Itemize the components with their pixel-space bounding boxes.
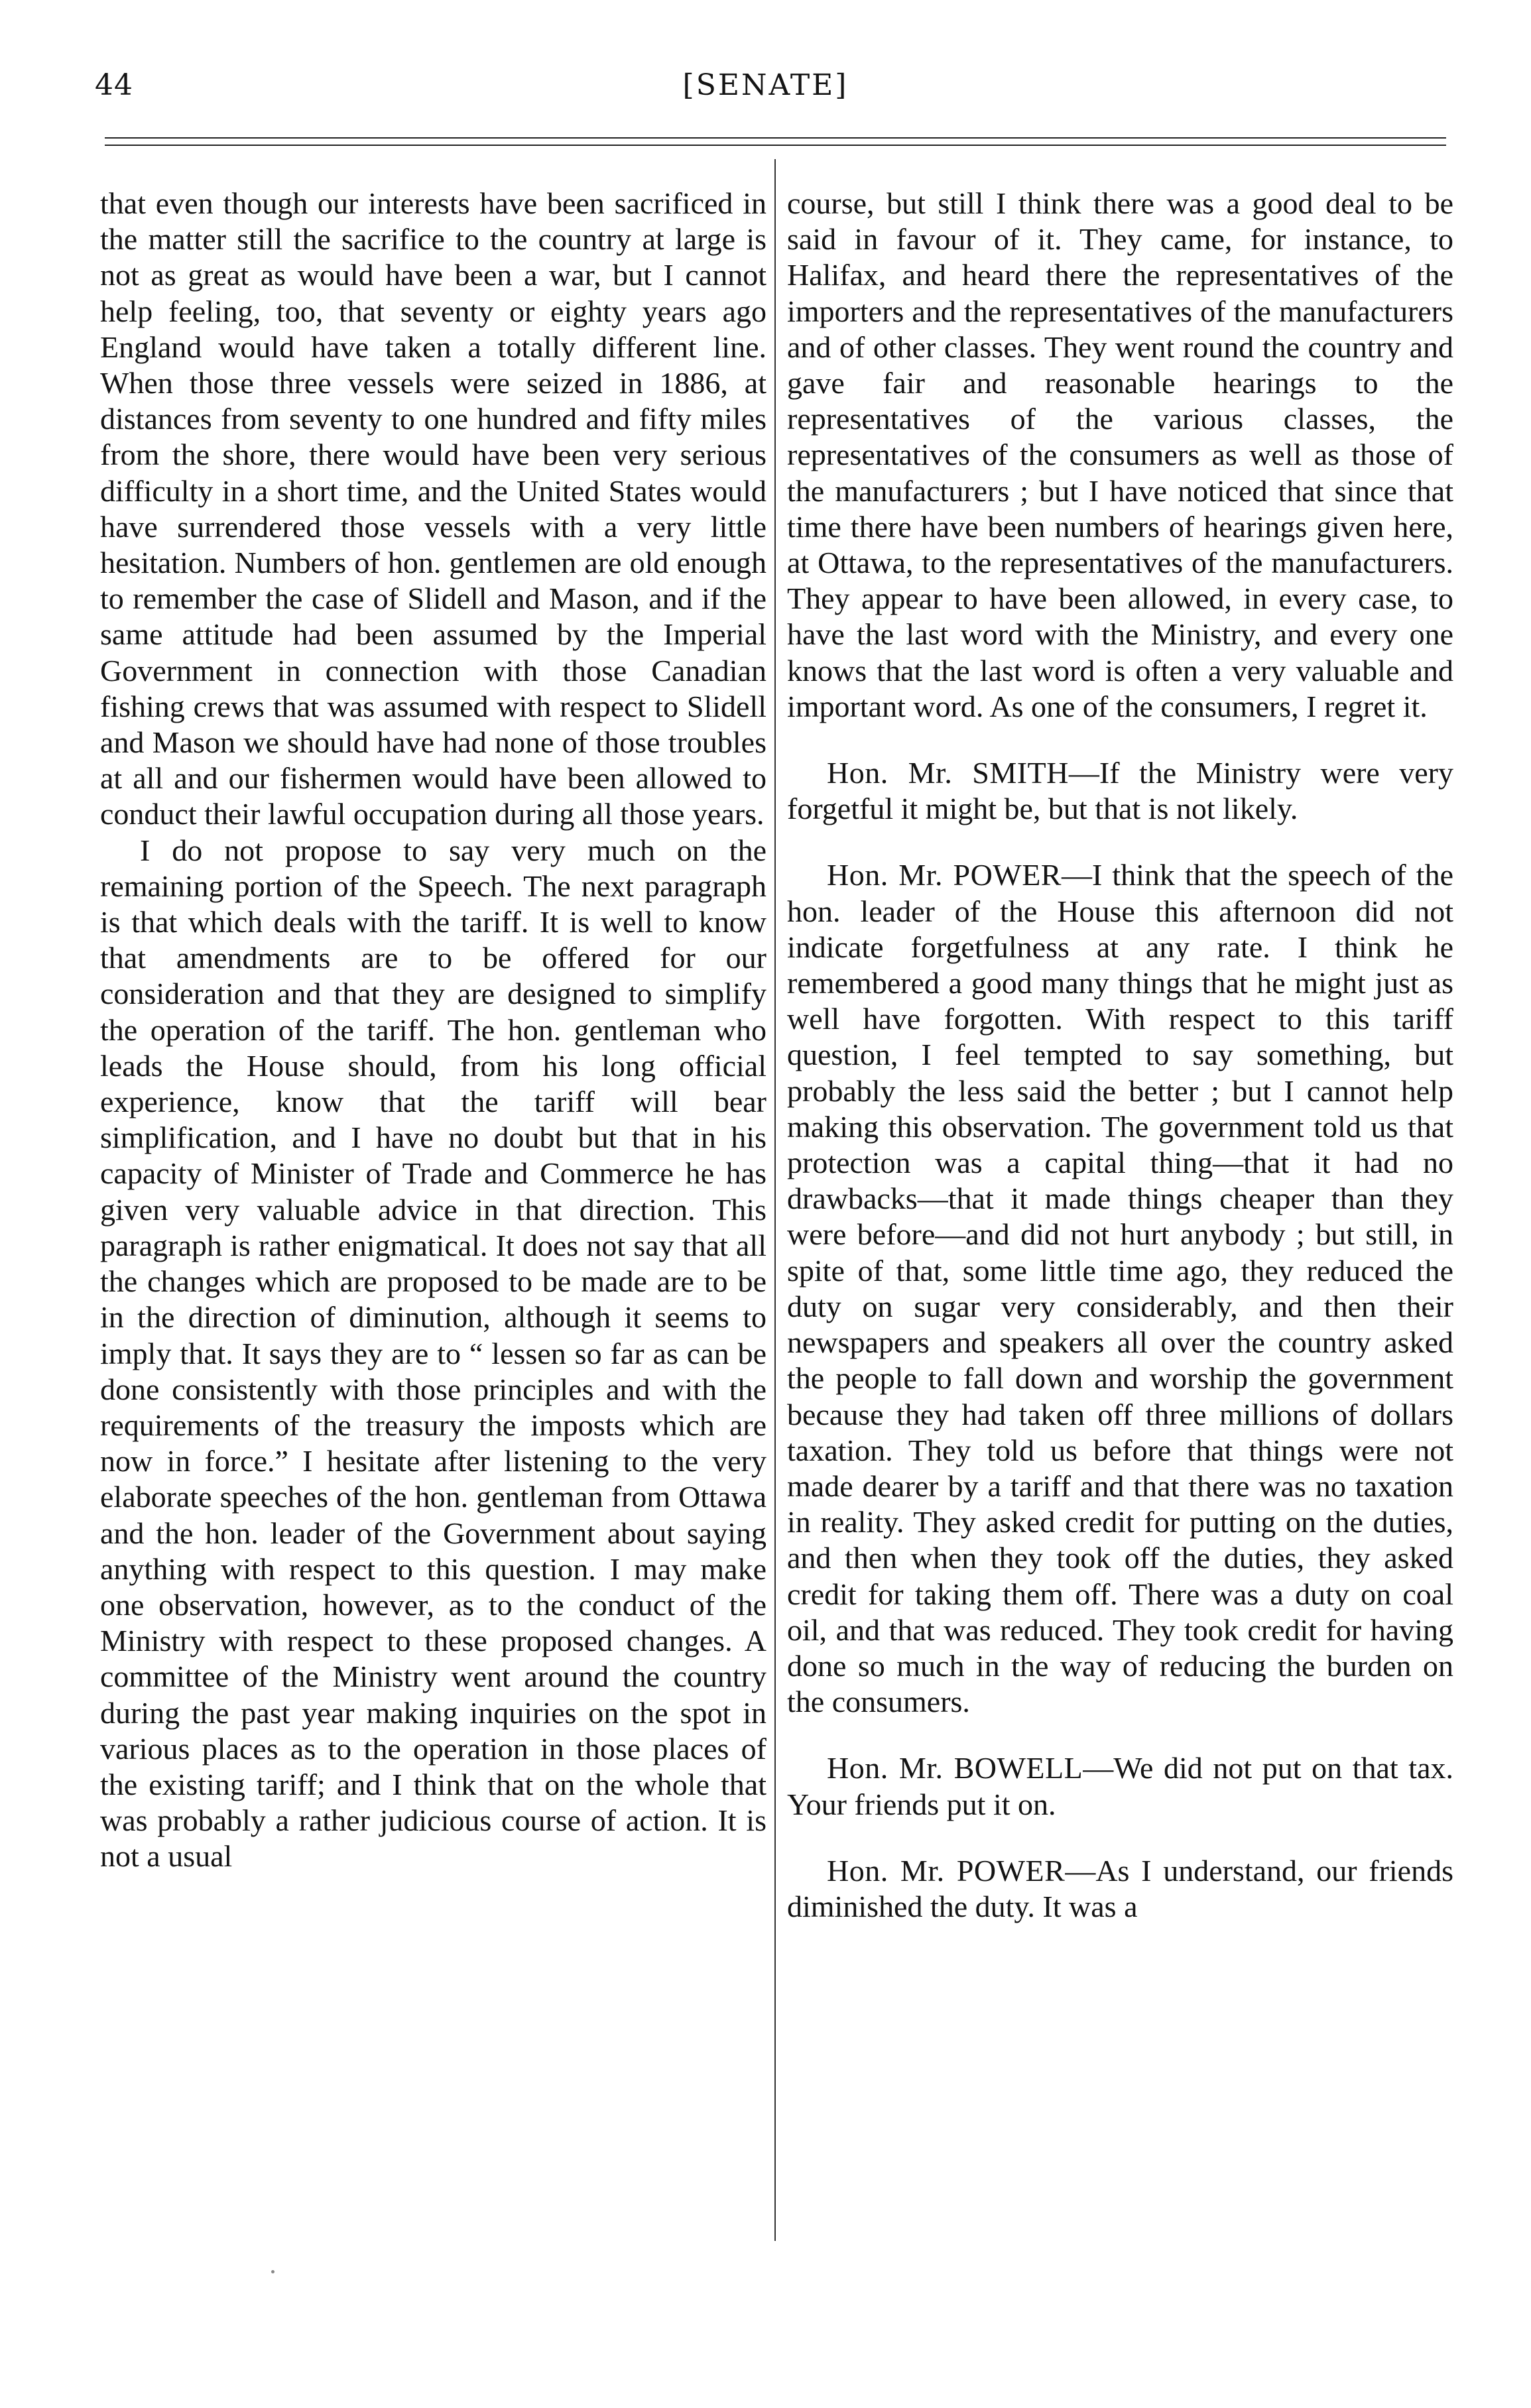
speech-text: —We did not put on that tax. Your friends put it on. (787, 1751, 1453, 1821)
speech-text: —If the Ministry were very forgetful it might be, but that is not likely. (787, 756, 1454, 826)
header-rule-bottom (105, 145, 1446, 146)
speech-power (787, 1853, 1453, 1925)
print-speck (271, 2270, 275, 2273)
speech-text: —I think that the speech of the hon. leader of the House this afternoon did not indicate forgetfulness at any rate. I think he remembered a good many things that he might just as well have forgotten. With respect to this tariff question, I feel tempted to say something, but probably the less said the better ; but I cannot help making this observation. The government told us that protection was a capital thing—that it had no drawbacks—that it made things cheaper than they were before—and did not hurt anybody ; but still, in spite of that, some little time ago, they reduced the duty on sugar very considerably, and then their newspapers and speakers all over the country asked the people to fall down and worship the government because they had taken off three millions of dollars taxation. They told us before that things were not made dearer by a tariff and that there was no taxation in reality. They asked credit for putting on the duties, and then when they took off the duties, they asked credit for taking them off. There was a duty on coal oil, and that was reduced. They took credit for having done so much in the way of reducing the burden on the consumers. (787, 858, 1453, 1719)
column-divider (774, 159, 776, 2241)
paragraph: course, but still I think there was a good deal to be said in favour of it. They came, for instance, to Halifax, and heard there the representatives of the importers and the representatives of the manufacturers and of other classes. They went round the country and gave fair and reasonable hearings to the representatives of the various classes, the representatives of the consumers as well as those of the manufacturers ; but I have noticed that since that time there have been numbers of hearings given here, at Ottawa, to the representatives of the manufacturers. They appear to have been allowed, in every case, to have the last word with the Ministry, and every one knows that the last word is often a very valuable and important word. As one of the consumers, I regret it. (787, 186, 1453, 723)
right-column (787, 186, 1453, 1925)
speech-bowell (787, 1750, 1453, 1822)
speaker-name: Hon. Mr. SMITH (827, 756, 1069, 790)
paragraph: that even though our interests have been sacrificed in the matter still the sacrifice to the country at large is not as great as would have been a war, but I cannot help feeling, too, that seventy or eighty years ago England would have taken a totally different line. When those three vessels were seized in 1886, at distances from seventy to one hundred and fifty miles from the shore, there would have been very serious difficulty in a short time, and the United States would have surrendered those vessels with a very little hesitation. Numbers of hon. gentlemen are old enough to remember the case of Slidell and Mason, and if the same attitude had been assumed by the Imperial Government in connection with those Canadian fishing crews that was assumed with respect to Slidell and Mason we should have had none of those troubles at all and our fishermen would have been allowed to conduct their lawful occupation during all those years. (100, 186, 766, 831)
running-head: [SENATE] (682, 68, 849, 102)
paragraph: I do not propose to say very much on the remaining portion of the Speech. The next paragraph is that which deals with the tariff. It is well to know that amendments are to be offered for our consideration and that they are designed to simplify the operation of the tariff. The hon. gentleman who leads the House should, from his long official experience, know that the tariff will bear simplification, and I have no doubt but that in his capacity of Minister of Trade and Commerce he has given very valuable advice in that direction. This paragraph is rather enigmatical. It does not say that all the changes which are proposed to be made are to be in the direction of diminution, although it seems to imply that. It says they are to “ lessen so far as can be done consistently with those principles and with the requirements of the treasury the imposts which are now in force.” I hesitate after listening to the very elaborate speeches of the hon. gentleman from Ottawa and the hon. leader of the Government about saying anything with respect to this question. I may make one observation, however, as to the conduct of the Ministry with respect to these proposed changes. A committee of the Ministry went around the country during the past year making inquiries on the spot in various places as to the operation in those places of the existing tariff; and I think that on the whole that was probably a rather judicious course of action. It is not a usual (100, 833, 766, 1874)
speech-smith (787, 755, 1453, 827)
left-column (100, 186, 766, 1875)
header-rule-top (105, 137, 1446, 139)
speaker-name: Hon. Mr. POWER (827, 858, 1062, 892)
speech-power (787, 857, 1453, 1720)
page-number: 44 (95, 68, 133, 102)
speech-text: —As I understand, our friends diminished the duty. It was a (787, 1853, 1453, 1923)
speaker-name: Hon. Mr. POWER (827, 1853, 1066, 1888)
speaker-name: Hon. Mr. BOWELL (827, 1751, 1083, 1785)
